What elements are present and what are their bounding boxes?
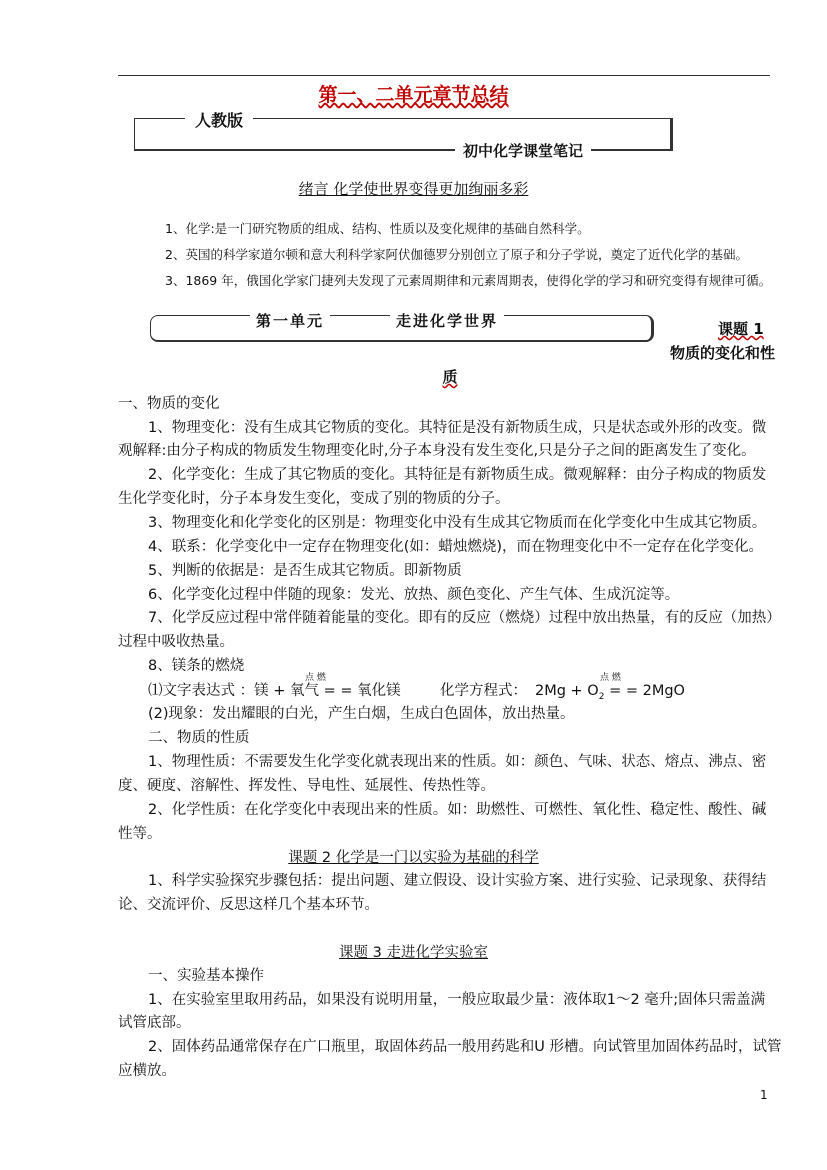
text-line: 7、化学反应过程中常伴随着能量的变化。即有的反应（燃烧）过程中放出热量，有的反应（加热） [148, 610, 781, 626]
text-line: 5、判断的依据是：是否生成其它物质。即新物质 [148, 563, 462, 579]
text-line: 2、固体药品通常保存在广口瓶里，取固体药品一般用药匙和U 形槽。向试管里加固体药品时，试管 [148, 1039, 782, 1055]
text-line: 论、交流评价、反思这样几个基本环节。 [118, 897, 379, 913]
intro-heading: 绪言 化学使世界变得更加绚丽多彩 [298, 180, 529, 198]
text-line: 1、物理性质：不需要发生化学变化就表现出来的性质。如：颜色、气味、状态、熔点、沸点、密 [148, 754, 767, 770]
ignite-condition: 点 燃 [305, 673, 326, 683]
text-line: (2)现象：发出耀眼的白光，产生白烟，生成白色固体，放出热量。 [148, 706, 575, 722]
topic-1-title-end: 质 [442, 368, 458, 386]
intro-line: 2、英国的科学家道尔顿和意大利科学家阿伏伽德罗分别创立了原子和分子学说，奠定了近代化学的基础。 [165, 247, 748, 262]
text-line: 8、镁条的燃烧 [148, 658, 245, 674]
text-line: 过程中吸收热量。 [118, 634, 234, 650]
text-line: 4、联系：化学变化中一定存在物理变化(如：蜡烛燃烧)，而在物理变化中不一定存在化学变化。 [148, 539, 764, 555]
text-line: 3、物理变化和化学变化的区别是：物理变化中没有生成其它物质而在化学变化中生成其它物质。 [148, 515, 767, 531]
intro-line: 3、1869 年，俄国化学家门捷列夫发现了元素周期律和元素周期表，使得化学的学习和研究变得有规律可循。 [165, 273, 772, 288]
text-line: 2、化学性质：在化学变化中表现出来的性质。如：助燃性、可燃性、氧化性、稳定性、酸性、碱 [148, 802, 767, 818]
text-line: 应横放。 [118, 1063, 176, 1079]
page-title: 第一、二单元章节总结 [318, 84, 509, 106]
text-line: 1、在实验室里取用药品，如果没有说明用量，一般应取最少量：液体取1～2 毫升;固体只需盖满 [148, 992, 766, 1008]
section-heading: 二、物质的性质 [148, 730, 250, 746]
text-line: 性等。 [118, 826, 162, 842]
header-rule [118, 75, 770, 76]
chem-equation: $2Mg + O_2$ = = 2MgO [535, 683, 685, 702]
chem-equation-label: 化学方程式： [440, 683, 527, 699]
text-line: 生化学变化时，分子本身发生变化，变成了别的物质的分子。 [118, 491, 510, 507]
text-line: 试管底部。 [118, 1015, 191, 1031]
section-heading: 一、实验基本操作 [148, 968, 264, 984]
topic-1-title: 物质的变化和性 [670, 344, 776, 362]
page-number: 1 [760, 1088, 768, 1102]
ignite-condition: 点 燃 [600, 673, 621, 683]
text-line: 6、化学变化过程中伴随的现象：发光、放热、颜色变化、产生气体、生成沉淀等。 [148, 587, 680, 603]
banner-subtitle: 初中化学课堂笔记 [455, 140, 591, 161]
banner-publisher: 人教版 [185, 108, 253, 131]
topic-1-number: 课题 1 [718, 320, 764, 338]
text-line: 观解释:由分子构成的物质发生物理变化时,分子本身没有发生变化,只是分子之间的距离发生了变化。 [118, 443, 756, 459]
section-heading: 一、物质的变化 [118, 396, 220, 412]
intro-line: 1、化学:是一门研究物质的组成、结构、性质以及变化规律的基础自然科学。 [165, 221, 590, 236]
word-equation: ⑴文字表达式 ：镁 + 氧气 = = 氧化镁 [148, 683, 401, 699]
unit-banner-label: 第一单元 [250, 310, 330, 331]
text-line: 1、物理变化：没有生成其它物质的变化。其特征是没有新物质生成，只是状态或外形的改变。微 [148, 420, 767, 436]
topic-3-heading: 课题 3 走进化学实验室 [339, 945, 488, 961]
text-line: 1、科学实验探究步骤包括：提出问题、建立假设、设计实验方案、进行实验、记录现象、获得结 [148, 873, 767, 889]
text-line: 度、硬度、溶解性、挥发性、导电性、延展性、传热性等。 [118, 778, 495, 794]
text-line: 2、化学变化：生成了其它物质的变化。其特征是有新物质生成。微观解释：由分子构成的物质发 [148, 467, 767, 483]
unit-banner-title: 走进化学世界 [390, 310, 504, 331]
topic-2-heading: 课题 2 化学是一门以实验为基础的科学 [288, 850, 539, 866]
